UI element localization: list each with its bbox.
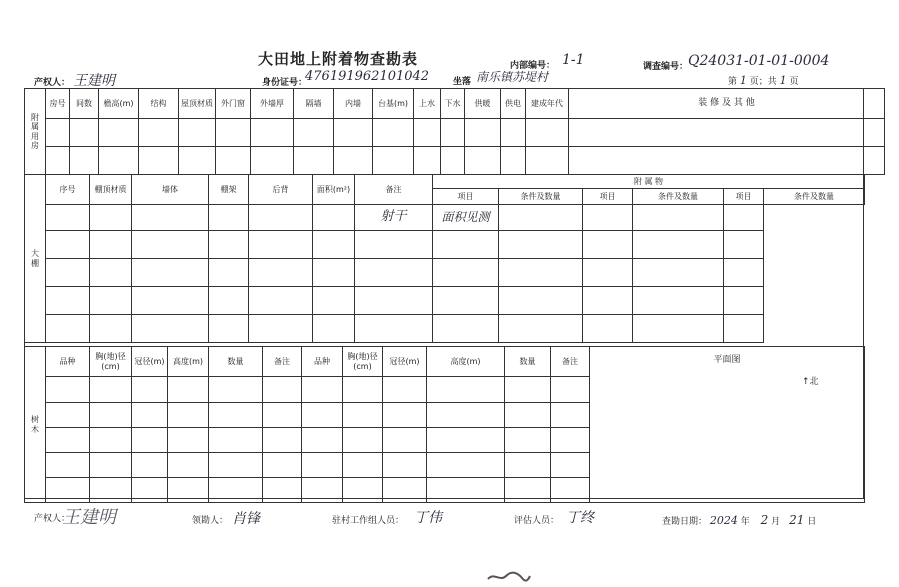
owner-signature: 王建明	[62, 507, 116, 528]
internal-no-label: 内部编号：	[510, 61, 556, 71]
col-quantity-2: 数量	[505, 347, 551, 377]
north-arrow: ↑北	[802, 377, 819, 387]
col-height-2: 高度(m)	[427, 347, 505, 377]
village-team-label: 驻村工作组人员：	[332, 516, 405, 526]
plan-area	[590, 347, 865, 503]
attach-item-entry: 射干	[355, 205, 433, 231]
section-greenhouse-label: 大 棚	[25, 175, 46, 343]
col-roof: 棚顶材质	[90, 175, 132, 205]
internal-no-value: 1-1	[562, 52, 585, 68]
col-crown-1: 冠径(m)	[132, 347, 168, 377]
id-value: 476191962101042	[305, 69, 430, 84]
col-attach-item-3: 项目	[724, 189, 764, 205]
col-frame: 棚架	[209, 175, 249, 205]
assessor-signature: 丁终	[566, 510, 594, 526]
col-diameter-2: 胸(地)径(cm)	[343, 347, 383, 377]
footer-owner-label: 产权人：	[34, 514, 71, 524]
assessor-label: 评估人员：	[514, 516, 560, 526]
outbuilding-table	[24, 88, 885, 175]
col-partition: 隔墙	[294, 89, 334, 119]
village-team-signature: 丁伟	[414, 510, 442, 526]
attach-condition-entry: 面积见测	[433, 205, 499, 231]
col-roof-material: 屋顶材质	[179, 89, 216, 119]
col-room-count: 间数	[70, 89, 99, 119]
col-quantity-1: 数量	[209, 347, 263, 377]
scan-smudge-icon	[486, 570, 532, 584]
col-foundation: 台基(m)	[373, 89, 414, 119]
section-trees-label: 树 木	[25, 347, 46, 503]
id-label: 身份证号：	[262, 78, 308, 88]
col-build-year: 建成年代	[526, 89, 569, 119]
location-value: 南乐镇苏堤村	[476, 70, 549, 84]
section-outbuilding-label: 附 属 用 房	[25, 89, 46, 175]
plan-label: 平面图	[713, 355, 741, 365]
col-attach-cond-3: 条件及数量	[764, 189, 865, 205]
col-wall: 墙体	[132, 175, 209, 205]
col-eave-height: 檐高(m)	[99, 89, 139, 119]
col-decoration: 装 修 及 其 他	[569, 89, 885, 119]
col-height-1: 高度(m)	[168, 347, 209, 377]
col-remark-2: 备注	[551, 347, 590, 377]
survey-no-label: 调查编号：	[643, 62, 689, 72]
col-remark-1: 备注	[263, 347, 302, 377]
col-structure: 结构	[139, 89, 179, 119]
survey-no-value: Q24031-01-01-0004	[688, 53, 830, 69]
guide-label: 领勘人：	[192, 516, 229, 526]
col-species-1: 品种	[46, 347, 90, 377]
col-diameter-1: 胸(地)径(cm)	[90, 347, 132, 377]
owner-value: 王建明	[73, 73, 115, 89]
greenhouse-table	[24, 174, 865, 343]
form-title: 大田地上附着物查勘表	[258, 50, 419, 68]
col-room-no: 房号	[46, 89, 70, 119]
page-indicator: 第 1 页；共 1 页	[728, 74, 799, 87]
col-water-supply: 上水	[414, 89, 441, 119]
col-attach-cond-1: 条件及数量	[499, 189, 583, 205]
col-area: 面积(m²)	[313, 175, 355, 205]
col-remark: 备注	[355, 175, 433, 205]
col-power: 供电	[501, 89, 526, 119]
owner-label: 产权人：	[34, 78, 71, 88]
col-attach-item-2: 项目	[583, 189, 633, 205]
col-crown-2: 冠径(m)	[383, 347, 427, 377]
col-attach-item-1: 项目	[433, 189, 499, 205]
trees-table	[24, 346, 865, 503]
col-drainage: 下水	[441, 89, 465, 119]
col-serial: 序号	[46, 175, 90, 205]
location-label: 坐落	[453, 77, 472, 87]
col-wall-thickness: 外墙厚	[251, 89, 294, 119]
attachments-header: 附 属 物	[433, 175, 865, 189]
col-inner-wall: 内墙	[334, 89, 373, 119]
guide-signature: 肖锋	[232, 511, 260, 527]
col-species-2: 品种	[302, 347, 343, 377]
col-attach-cond-2: 条件及数量	[633, 189, 724, 205]
col-back: 后背	[249, 175, 313, 205]
col-door-window: 外门窗	[216, 89, 251, 119]
survey-date: 查勘日期： 2024 年 2 月 21 日	[662, 513, 817, 527]
col-heating: 供暖	[465, 89, 501, 119]
